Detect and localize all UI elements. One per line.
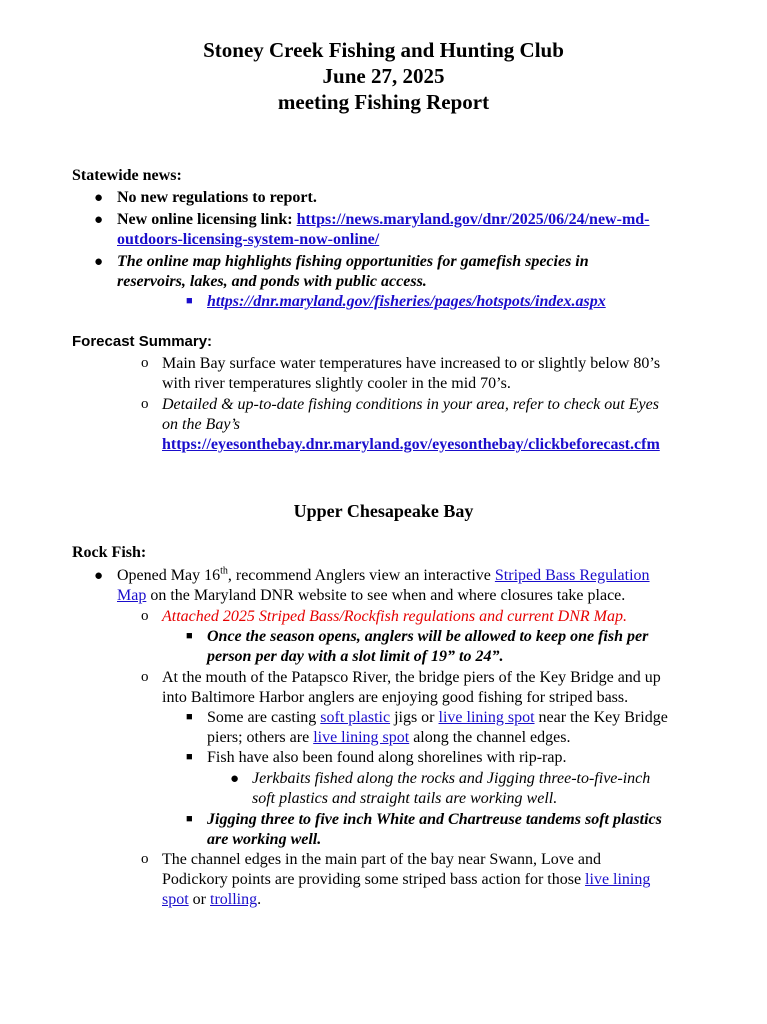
forecast-heading: Forecast Summary: <box>72 333 213 350</box>
bullet-square-icon: ■ <box>186 813 193 825</box>
bullet-square-icon: ■ <box>186 630 193 642</box>
channel-edges-item-cont-2: spot or trolling. <box>162 891 262 908</box>
spot-link[interactable]: spot <box>162 891 189 908</box>
statewide-item-2: New online licensing link: https://news.maryland.gov/dnr/2025/06/24/new-md- <box>117 211 650 228</box>
bullet-circle-icon: o <box>141 396 149 412</box>
casting-item: Some are casting soft plastic jigs or live lining spot near the Key Bridge <box>207 709 668 726</box>
bullet-dot-icon: ● <box>230 771 240 787</box>
bullet-square-icon: ■ <box>186 295 193 307</box>
licensing-link-cont[interactable]: outdoors-licensing-system-now-online/ <box>117 231 380 248</box>
bullet-dot-icon: ● <box>94 568 104 584</box>
eyes-on-the-bay-link[interactable]: https://eyesonthebay.dnr.maryland.gov/eyesonthebay/clickbeforecast.cfm <box>162 436 660 453</box>
jigging-item-cont: are working well. <box>207 831 322 848</box>
riprap-item: Fish have also been found along shorelines with rip-rap. <box>207 749 567 766</box>
section-title: Upper Chesapeake Bay <box>293 501 474 521</box>
bullet-circle-icon: o <box>141 355 149 371</box>
report-title-club: Stoney Creek Fishing and Hunting Club <box>203 38 564 62</box>
soft-plastic-link[interactable]: soft plastic <box>320 709 391 726</box>
bullet-square-icon: ■ <box>186 711 193 723</box>
channel-edges-item-cont: Podickory points are providing some striped bass action for those live lining <box>162 871 651 888</box>
casting-item-cont: piers; others are live lining spot along the channel edges. <box>207 729 571 746</box>
bullet-circle-icon: o <box>141 851 149 867</box>
hotspots-link[interactable]: https://dnr.maryland.gov/fisheries/pages/hotspots/index.aspx <box>207 293 606 310</box>
rockfish-heading: Rock Fish: <box>72 544 147 561</box>
bullet-square-icon: ■ <box>186 751 193 763</box>
statewide-heading: Statewide news: <box>72 167 182 184</box>
striped-bass-map-link-cont[interactable]: Map <box>117 587 147 604</box>
season-limit-note-cont: person per day with a slot limit of 19” to 24”. <box>207 648 504 665</box>
forecast-item-2-link-line <box>162 435 660 455</box>
live-lining-spot-link[interactable]: live lining spot <box>438 709 535 726</box>
bullet-dot-icon: ● <box>94 254 104 270</box>
forecast-item-2: Detailed & up-to-date fishing conditions in your area, refer to check out Eyes <box>162 396 659 413</box>
bullet-circle-icon: o <box>141 669 149 685</box>
live-lining-link[interactable]: live lining <box>585 871 651 888</box>
statewide-item-1: No new regulations to report. <box>117 189 317 206</box>
statewide-item-3-cont: reservoirs, lakes, and ponds with public access. <box>117 273 427 290</box>
channel-edges-item: The channel edges in the main part of the bay near Swann, Love and <box>162 851 601 868</box>
hotspots-item <box>207 292 606 312</box>
licensing-link[interactable]: https://news.maryland.gov/dnr/2025/06/24/new-md- <box>296 211 650 228</box>
bullet-circle-icon: o <box>141 608 149 624</box>
statewide-item-3: The online map highlights fishing opportunities for gamefish species in <box>117 253 589 270</box>
rockfish-opened: Opened May 16th, recommend Anglers view an interactive Striped Bass Regulation <box>117 565 650 584</box>
jerkbait-item-cont: soft plastics and straight tails are working well. <box>252 790 558 807</box>
live-lining-spot-link-2[interactable]: live lining spot <box>313 729 410 746</box>
report-title-date: June 27, 2025 <box>322 64 445 88</box>
striped-bass-map-link[interactable]: Striped Bass Regulation <box>494 567 650 584</box>
jigging-item: Jigging three to five inch White and Chartreuse tandems soft plastics <box>207 811 662 828</box>
season-limit-note: Once the season opens, anglers will be allowed to keep one fish per <box>207 628 649 645</box>
forecast-item-1: Main Bay surface water temperatures have increased to or slightly below 80’s <box>162 355 661 372</box>
trolling-link[interactable]: trolling <box>210 891 258 908</box>
jerkbait-item: Jerkbaits fished along the rocks and Jigging three-to-five-inch <box>252 770 651 787</box>
bullet-dot-icon: ● <box>94 212 104 228</box>
forecast-item-1-cont: with river temperatures slightly cooler in the mid 70’s. <box>162 375 511 392</box>
patapsco-item: At the mouth of the Patapsco River, the bridge piers of the Key Bridge and up <box>162 669 661 686</box>
rockfish-opened-cont: Map on the Maryland DNR website to see when and where closures take place. <box>117 587 626 604</box>
forecast-item-2-cont: on the Bay’s <box>162 416 240 433</box>
report-title-subtitle: meeting Fishing Report <box>277 90 490 114</box>
statewide-item-2-cont <box>117 230 379 250</box>
attached-regulations-note: Attached 2025 Striped Bass/Rockfish regulations and current DNR Map. <box>162 608 627 625</box>
bullet-dot-icon: ● <box>94 190 104 206</box>
patapsco-item-cont: into Baltimore Harbor anglers are enjoying good fishing for striped bass. <box>162 689 629 706</box>
